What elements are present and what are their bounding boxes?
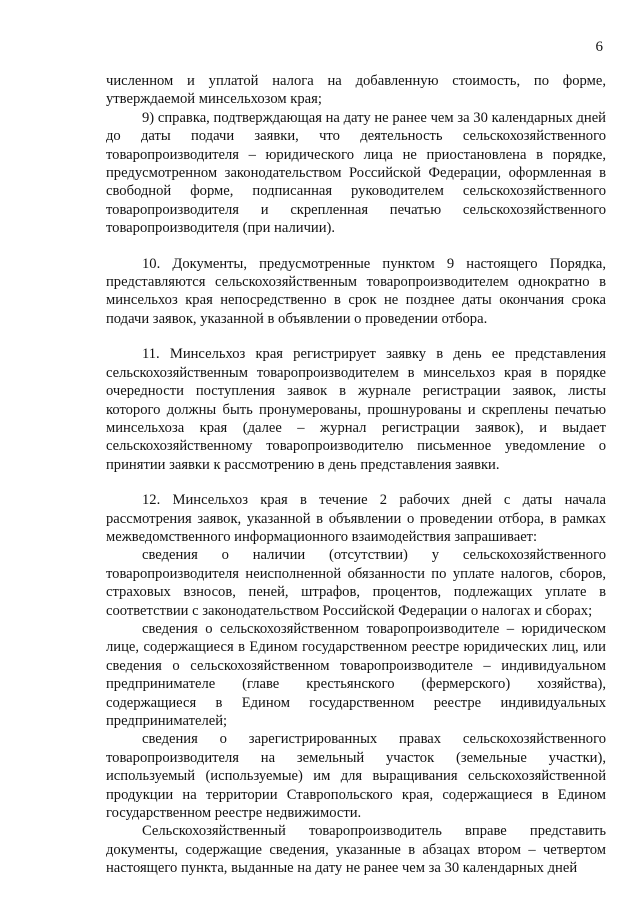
paragraph-clause-11: 11. Минсельхоз края регистрирует заявку в день ее представления сельскохозяйственным товаропроизводителем в минсельхоз края в порядке очередности поступления заявок в журнале регистрации заявок, листы которого должны быть пронумерованы, прошнурованы и скреплены печатью минсельхоза края (далее – журнал регистрации заявок), и выдает сельскохозяйственному товаропроизводителю письменное уведомление о принятии заявки к рассмотрению в день представления заявки. [106, 346, 606, 473]
page-number: 6 [595, 39, 603, 55]
paragraph-continuation: численном и уплатой налога на добавленную стоимость, по форме, утверждаемой минсельхозом края; [106, 73, 606, 108]
document-body [106, 72, 606, 878]
paragraph-clause-10: 10. Документы, предусмотренные пунктом 9 настоящего Порядка, представляются сельскохозяйственным товаропроизводителем однократно в минсельхоз края непосредственно в срок не позднее даты окончания срока подачи заявок, указанной в объявлении о проведении отбора. [106, 255, 606, 327]
paragraph-clause-12: 12. Минсельхоз края в течение 2 рабочих дней с даты начала рассмотрения заявок, указанной в объявлении о проведении отбора, в рамках межведомственного информационного взаимодействия запрашивает: [106, 492, 606, 545]
paragraph-clause-12-land-info: сведения о зарегистрированных правах сельскохозяйственного товаропроизводителя на земельный участок (земельные участки), используемый (используемые) им для выращивания сельскохозяйственной продукции на территории Ставропольского края, содержащиеся в Едином государственном реестре недвижимости. [106, 731, 606, 822]
paragraph-item-9: 9) справка, подтверждающая на дату не ранее чем за 30 календарных дней до даты подачи заявки, что деятельность сельскохозяйственного товаропроизводителя – юридического лица не приостановлена в порядке, предусмотренном законодательством Российской Федерации, оформленная в свободной форме, подписанная руководителем сельскохозяйственного товаропроизводителя и скрепленная печатью сельскохозяйственного товаропроизводителя (при наличии). [106, 109, 606, 237]
paragraph-clause-12-tax-info: сведения о наличии (отсутствии) у сельскохозяйственного товаропроизводителя неисполненной обязанности по уплате налогов, сборов, страховых взносов, пеней, штрафов, процентов, подлежащих уплате в соответствии с законодательством Российской Федерации о налогах и сборах; [106, 547, 606, 619]
paragraph-clause-12-right-to-submit: Сельскохозяйственный товаропроизводитель вправе представить документы, содержащие сведения, указанные в абзацах втором – четвертом настоящего пункта, выданные на дату не ранее чем за 30 календарных дней [106, 823, 606, 877]
paragraph-clause-12-registry-info: сведения о сельскохозяйственном товаропроизводителе – юридическом лице, содержащиеся в Едином государственном реестре юридических лиц, или сведения о сельскохозяйственном товаропроизводителе – индивидуальном предпринимателе (главе крестьянского (фермерского) хозяйства), содержащиеся в Едином государственном реестре индивидуальных предпринимателей; [106, 620, 606, 729]
